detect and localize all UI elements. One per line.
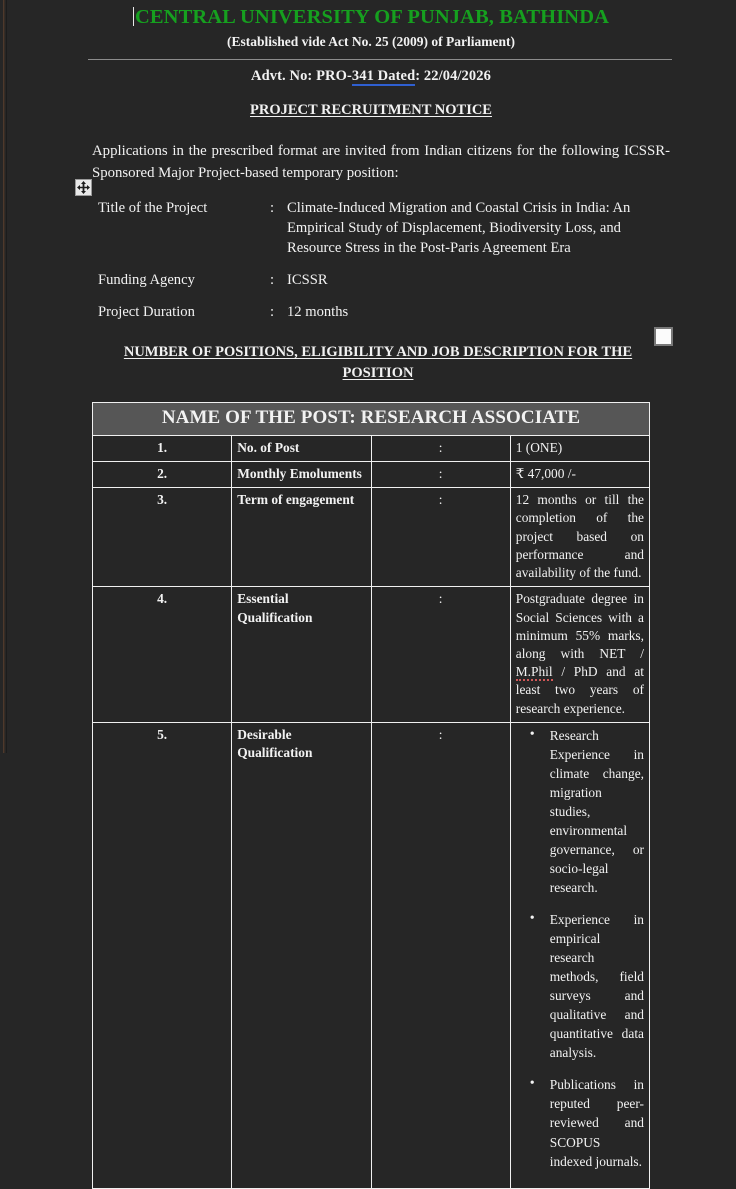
advt-number-marked: 341 Dated [351, 68, 416, 84]
row-value [510, 587, 649, 723]
row-colon: : [371, 722, 510, 1188]
table-row [93, 722, 650, 1188]
row-label: No. of Post [232, 435, 371, 461]
row-number: 4. [93, 587, 232, 723]
selection-square-handle[interactable] [654, 327, 673, 346]
university-title-text: CENTRAL UNIVERSITY OF PUNJAB, BATHINDA [134, 6, 610, 28]
list-item: • Publications in reputed peer-reviewed and SCOPUS indexed journals. [550, 1075, 644, 1170]
section-heading-text: NUMBER OF POSITIONS, ELIGIBILITY AND JOB DESCRIPTION FOR THE POSITION [123, 344, 633, 382]
project-details [98, 198, 670, 323]
advt-prefix: Advt. No: PRO- [251, 68, 352, 84]
desirable-qualification-list [516, 726, 644, 1171]
row-colon: : [371, 435, 510, 461]
established-line: (Established vide Act No. 25 (2009) of Parliament) [227, 34, 515, 49]
detail-value: 12 months [287, 304, 349, 320]
row-number: 3. [93, 488, 232, 587]
table-row [93, 462, 650, 488]
table-row [93, 587, 650, 723]
detail-label: Funding Agency [98, 271, 195, 288]
table-caption-row [93, 403, 650, 436]
qualification-text-part2: / PhD and at least two years of research experience. [515, 664, 644, 716]
detail-row-title [98, 198, 670, 258]
row-label: Essential Qualification [232, 587, 371, 723]
row-label: Monthly Emoluments [232, 462, 371, 488]
qualification-text-part1: Postgraduate degree in Social Sciences with a minimum 55% marks, along with NET / [515, 591, 644, 662]
row-number: 1. [93, 435, 232, 461]
notice-heading [66, 102, 676, 119]
row-number: 2. [93, 462, 232, 488]
row-value: 1 (ONE) [510, 435, 649, 461]
detail-colon: : [270, 271, 275, 288]
detail-value-line: Resource Stress in the Post-Paris Agreement Era [287, 239, 571, 256]
row-label: Desirable Qualification [232, 722, 371, 1188]
detail-colon: : [270, 304, 275, 320]
table-caption: NAME OF THE POST: RESEARCH ASSOCIATE [93, 403, 650, 436]
row-number: 5. [93, 722, 232, 1188]
section-heading [98, 342, 658, 384]
detail-row-funding-agency [98, 270, 670, 290]
list-item: • Research Experience in climate change, migration studies, environmental governance, or socio-legal research. [550, 726, 644, 897]
row-colon: : [371, 587, 510, 723]
row-colon: : [371, 462, 510, 488]
advt-suffix: : 22/04/2026 [415, 68, 491, 84]
row-value: ₹ 47,000 /- [510, 462, 649, 488]
detail-label: Project Duration [98, 304, 195, 320]
list-item: • Experience in empirical research methods, field surveys and qualitative and quantitative data analysis. [550, 910, 644, 1062]
detail-row-project-duration [98, 302, 670, 322]
intro-paragraph: Applications in the prescribed format are invited from Indian citizens for the following ICSSR-Sponsored Major Project-based temporary position: [92, 143, 670, 181]
misspelled-word: M.Phil [515, 664, 553, 680]
table-row [93, 435, 650, 461]
detail-value-line: Empirical Study of Displacement, Biodiversity Loss, and [287, 219, 621, 236]
detail-colon: : [270, 199, 275, 216]
detail-value [287, 198, 670, 258]
detail-value: ICSSR [287, 271, 328, 288]
table-row [93, 488, 650, 587]
positions-table [92, 402, 650, 1189]
row-value [510, 722, 649, 1188]
text-caret [133, 7, 134, 26]
row-colon: : [371, 488, 510, 587]
advertisement-number-line [66, 68, 676, 85]
detail-label: Title of the Project [98, 199, 208, 216]
page-title [66, 0, 676, 29]
move-handle-icon[interactable] [75, 179, 92, 196]
row-label: Term of engagement [232, 488, 371, 587]
row-value: 12 months or till the completion of the project based on performance and availability of the fund. [510, 488, 649, 587]
detail-value-line: Climate-Induced Migration and Coastal Crisis in India: An [287, 199, 631, 216]
notice-heading-text: PROJECT RECRUITMENT NOTICE [250, 102, 492, 118]
header-divider [88, 59, 672, 60]
